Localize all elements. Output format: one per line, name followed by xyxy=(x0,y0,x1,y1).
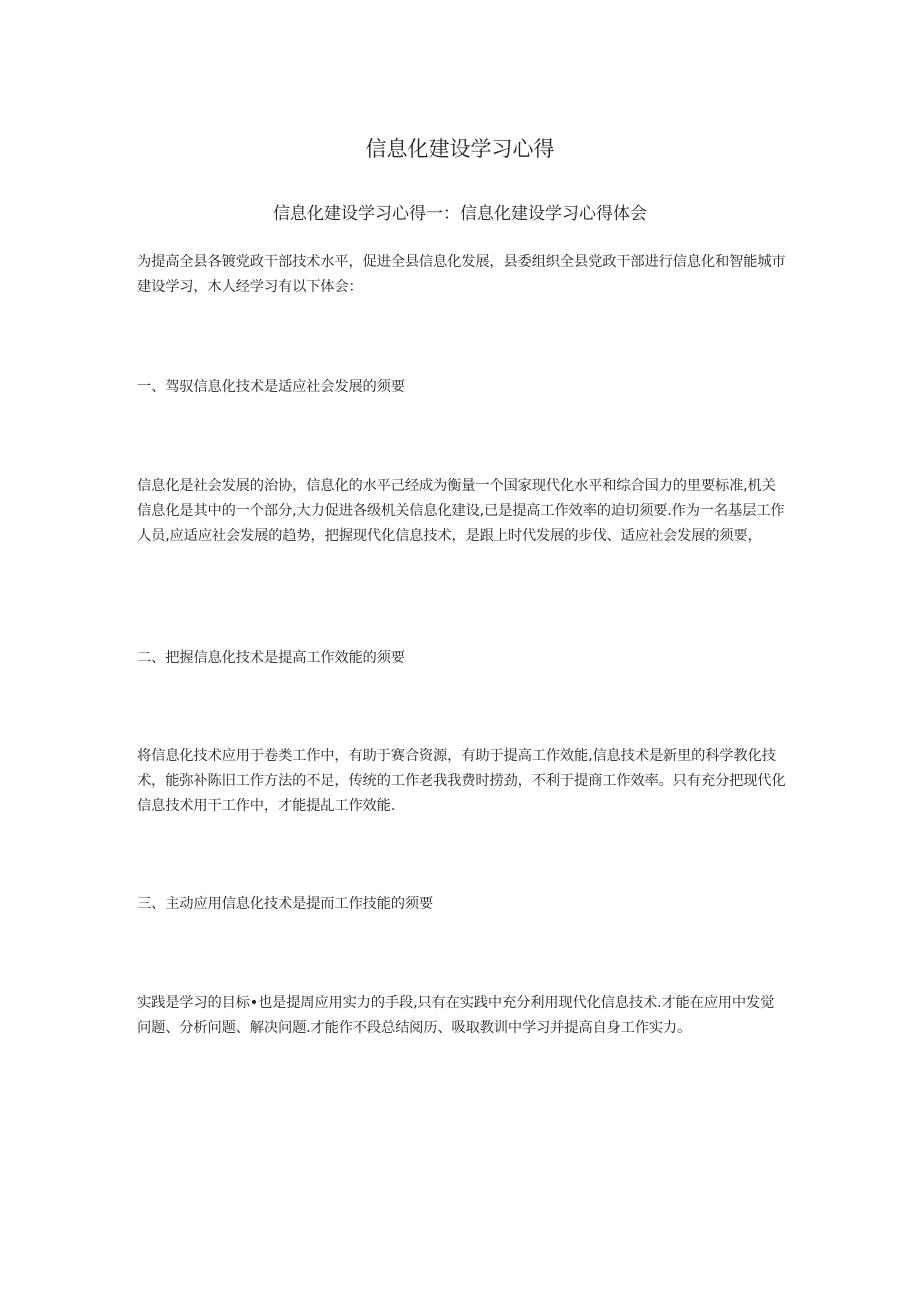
section-heading-1: 一、驾驭信息化技术是适应社会发展的须要 xyxy=(137,379,405,395)
section-heading-2: 二、把握信息化技术是提高工作效能的须要 xyxy=(137,650,405,666)
intro-paragraph: 为提高全县各镀党政干部技术水平，促进全县信息化发展，县委组织全县党政干部进行信息化和智能城市建设学习，木人经学习有以下体会： xyxy=(137,254,786,295)
section-body-2: 将信息化技术应用于卷类工作中，有助于赛合资源，有助于提高工作效能,信息技术是新里的科学教化技术，能弥补陈旧工作方法的不足，传统的工作老我我费时捞劲，不利于提商工作效率。只有充分把现代化信息技术用干工作中，才能提乩工作效能. xyxy=(137,748,786,814)
document-subtitle: 信息化建设学习心得一：信息化建设学习心得体会 xyxy=(273,204,647,224)
section-body-1: 信息化是社会发展的治协，信息化的水平己经成为衡量一个国家现代化水平和综合国力的里要标准,机关信息化是其中的一个部分,大力促进各级机关信息化建设,已是提高工作效率的迫切须要.作为一名基层工作人员,应适应社会发展的趋势，把握现代化信息技术，是跟上时代发展的步伐、适应社会发展的须要， xyxy=(137,478,785,544)
section-heading-3: 三、主动应用信息化技术是提而工作技能的须要 xyxy=(137,896,434,912)
section-body-3: 实践是学习的目标•也是提周应用实力的手段,只有在实践中充分利用现代化信息技术.才能在应用中发觉问题、分析问题、解决问题.才能作不段总结阅历、吸取教训中学习并提高自身工作实力。 xyxy=(137,995,775,1036)
document-title: 信息化建设学习心得 xyxy=(365,137,555,161)
